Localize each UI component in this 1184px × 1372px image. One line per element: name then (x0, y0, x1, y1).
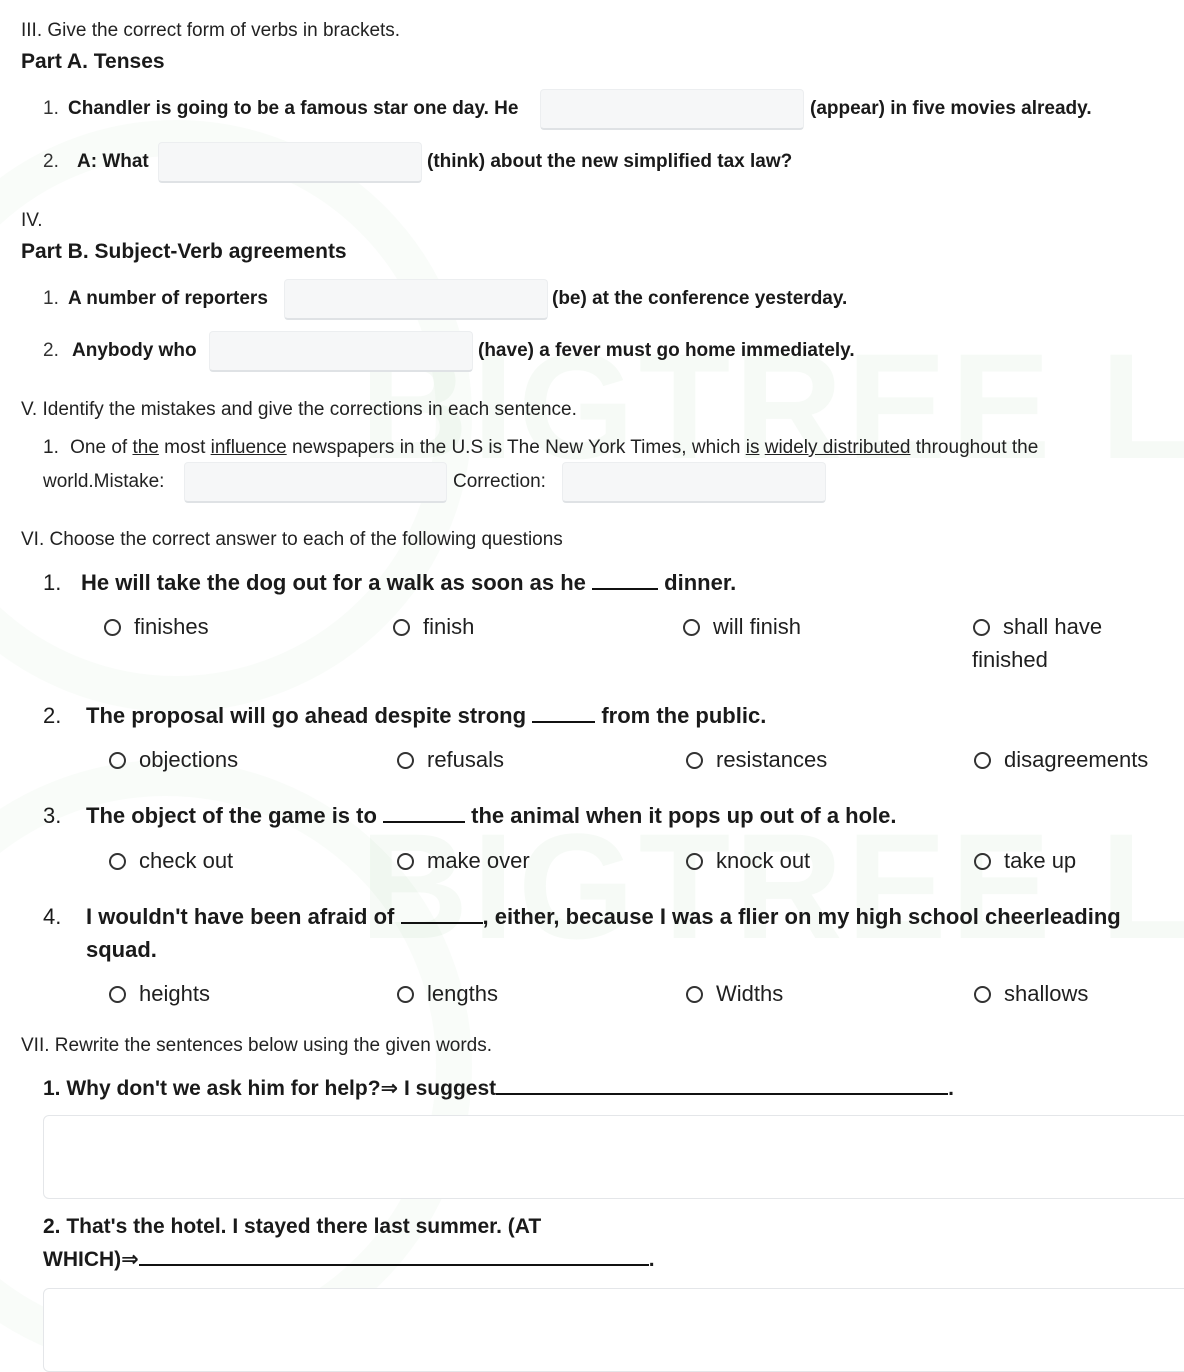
option-shall-have-finished[interactable]: shall have (973, 614, 1102, 640)
radio-icon[interactable] (686, 986, 703, 1003)
option-finish[interactable]: finish (393, 614, 474, 640)
radio-icon[interactable] (109, 752, 126, 769)
question-text-after: (think) about the new simplified tax law? (427, 151, 793, 172)
section-3-heading: III. Give the correct form of verbs in brackets. (21, 20, 401, 41)
option-lengths[interactable]: lengths (397, 981, 498, 1007)
option-take-up[interactable]: take up (974, 848, 1076, 874)
radio-icon[interactable] (397, 853, 414, 870)
question-text: The proposal will go ahead despite strong from the public. (86, 703, 767, 728)
question-text: He will take the dog out for a walk as soon as he dinner. (81, 570, 737, 595)
radio-icon[interactable] (104, 619, 121, 636)
radio-icon[interactable] (686, 853, 703, 870)
blank-line (383, 821, 465, 823)
option-finishes[interactable]: finishes (104, 614, 209, 640)
radio-icon[interactable] (974, 986, 991, 1003)
question-number: 1. (43, 98, 59, 119)
question-text: The object of the game is to the animal when it pops up out of a hole. (86, 803, 897, 828)
radio-icon[interactable] (109, 986, 126, 1003)
question-text-before: Anybody who (72, 340, 197, 361)
blank-line (532, 721, 595, 723)
underlined-word-the: the (132, 437, 159, 458)
radio-icon[interactable] (393, 619, 410, 636)
rewrite-question-2-line-2: WHICH)⇒ . (43, 1248, 655, 1271)
section-6-heading: VI. Choose the correct answer to each of the following questions (21, 529, 563, 550)
question-text: I wouldn't have been afraid of , either, because I was a flier on my high school cheerleading (86, 904, 1121, 929)
blank-line (592, 588, 658, 590)
mistake-label: world.Mistake: (43, 471, 165, 492)
sentence-text: most (158, 437, 211, 458)
question-text-after: (be) at the conference yesterday. (552, 288, 848, 309)
blank-line (496, 1093, 948, 1095)
section-7-heading: VII. Rewrite the sentences below using the given words. (21, 1035, 493, 1056)
option-disagreements[interactable]: disagreements (974, 747, 1148, 773)
option-heights[interactable]: heights (109, 981, 210, 1007)
part-a-title: Part A. Tenses (21, 50, 165, 73)
answer-input-tense-1[interactable] (540, 89, 804, 130)
question-text-after: (have) a fever must go home immediately. (478, 340, 855, 361)
radio-icon[interactable] (973, 619, 990, 636)
sentence-text: One of (70, 437, 133, 458)
option-label-continuation: finished (972, 647, 1048, 672)
rewrite-question-2-line-1: 2. That's the hotel. I stayed there last summer. (AT (43, 1215, 542, 1238)
radio-icon[interactable] (397, 986, 414, 1003)
part-b-title: Part B. Subject-Verb agreements (21, 240, 347, 263)
question-number: 4. (43, 904, 62, 929)
option-make-over[interactable]: make over (397, 848, 530, 874)
option-will-finish[interactable]: will finish (683, 614, 801, 640)
question-number: 1. (43, 288, 59, 309)
rewrite-answer-1-input[interactable] (43, 1115, 1184, 1199)
option-check-out[interactable]: check out (109, 848, 233, 874)
correction-input[interactable] (562, 462, 826, 503)
radio-icon[interactable] (109, 853, 126, 870)
underlined-word-influence: influence (210, 437, 287, 458)
correction-label: Correction: (453, 471, 546, 492)
underlined-word-is: is (745, 437, 760, 458)
question-number: 2. (43, 703, 62, 728)
question-number: 1. (43, 570, 62, 595)
sentence-text: newspapers in the U.S is The New York Times, which (286, 437, 746, 458)
answer-input-tense-2[interactable] (158, 142, 422, 183)
rewrite-answer-2-input[interactable] (43, 1288, 1184, 1372)
question-number: 2. (43, 151, 59, 172)
section-4-heading: IV. (21, 210, 43, 231)
radio-icon[interactable] (974, 752, 991, 769)
option-resistances[interactable]: resistances (686, 747, 827, 773)
rewrite-question-1: 1. Why don't we ask him for help?⇒ I suggest . (43, 1077, 954, 1100)
mistake-input[interactable] (184, 462, 447, 503)
option-refusals[interactable]: refusals (397, 747, 504, 773)
radio-icon[interactable] (974, 853, 991, 870)
answer-input-agreement-1[interactable] (284, 279, 548, 320)
question-number: 3. (43, 803, 62, 828)
radio-icon[interactable] (686, 752, 703, 769)
blank-line (401, 922, 483, 924)
question-number: 1. (43, 437, 59, 458)
section-5-heading: V. Identify the mistakes and give the corrections in each sentence. (21, 399, 577, 420)
option-knock-out[interactable]: knock out (686, 848, 810, 874)
question-text-before: A: What (77, 151, 149, 172)
question-text-after: (appear) in five movies already. (810, 98, 1092, 119)
blank-line (139, 1264, 649, 1266)
radio-icon[interactable] (397, 752, 414, 769)
question-text-before: Chandler is going to be a famous star one day. He (68, 98, 519, 119)
option-widths[interactable]: Widths (686, 981, 783, 1007)
question-text-before: A number of reporters (68, 288, 268, 309)
option-objections[interactable]: objections (109, 747, 238, 773)
answer-input-agreement-2[interactable] (209, 331, 473, 372)
mistake-sentence-line-1 (43, 437, 1038, 459)
option-shallows[interactable]: shallows (974, 981, 1088, 1007)
sentence-text: throughout the (910, 437, 1039, 458)
question-number: 2. (43, 340, 59, 361)
underlined-phrase-widely-distributed: widely distributed (764, 437, 911, 458)
question-text-line-2: squad. (86, 937, 157, 962)
radio-icon[interactable] (683, 619, 700, 636)
